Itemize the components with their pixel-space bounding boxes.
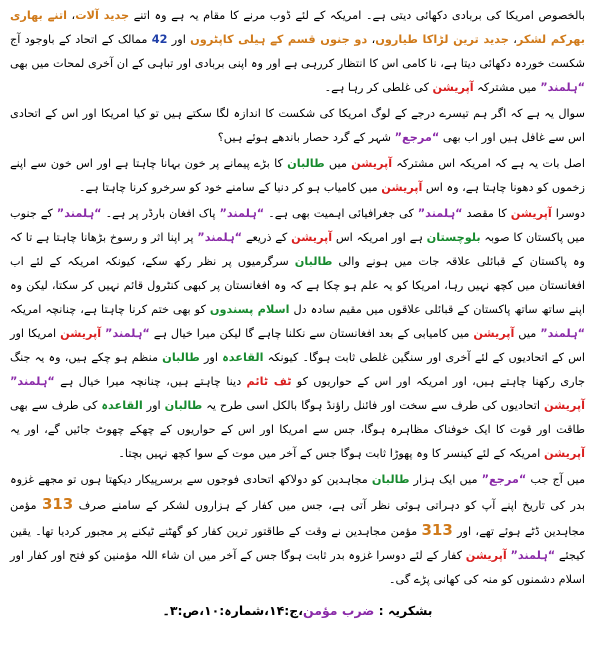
text-run: میں xyxy=(514,327,541,340)
source-credit xyxy=(10,598,585,624)
text-run: اور xyxy=(142,399,165,412)
text-run: پاک افغان بارڈر پر ہے۔ xyxy=(101,207,220,220)
text-run: میں آج جب xyxy=(526,473,585,486)
text-run: میں xyxy=(324,157,352,170)
text-run: امریکا اور اس کے اتحادیوں کے لئے آخری اور سنگین غلطی ثابت ہوگا۔ کیونکہ xyxy=(10,327,585,364)
text-run: کفار کے لئے دوسرا غزوہ بدر ثابت ہوگا جس کے آخر میں ان شاء اللہ مؤمنین کو فتح اور کفار اور اسلام دشمنوں کو منہ کی کھانی پڑے گی۔ xyxy=(10,549,585,586)
highlighted-text: 42 xyxy=(151,33,168,46)
text-run: ، xyxy=(367,33,376,46)
text-run: اور xyxy=(199,351,223,364)
highlighted-text: القاعدہ xyxy=(101,399,143,412)
text-run: کو بھی ختم کرنا چاہتا ہے، چنانچہ امریکہ xyxy=(10,303,210,316)
text-run: میں مشترکہ xyxy=(473,81,541,94)
highlighted-text: “ہلمند” xyxy=(510,549,556,562)
text-run: کی طرف سے بھی طاقت اور قوت کا ایک خوفناک مظاہرہ ہوگا، جس سے امریکا اور اس کے حواریوں کے چھکے چھوٹ جائیں گے، اور یہ xyxy=(10,399,585,436)
highlighted-text: بلوچستان xyxy=(426,231,481,244)
highlighted-text: “مرجع” xyxy=(481,473,527,486)
text-run: سرگرمیوں پر نظر رکھ سکے، کیونکہ امریکہ کے لئے اب افغانستان میں کچھ نہیں رہا، امریکا کو یہ علم ہو چکا ہے کہ وہ افغانستان پر کبھی کنٹرول قائم نہیں کر سکتا، لیکن وہ اپنے ساتھ ساتھ پاکستان کے قبائلی علاقوں میں مقیم سادہ دل xyxy=(10,255,586,316)
credit-label: بشکریہ : xyxy=(378,603,433,618)
text-run: میں کامیابی کے بعد افغانستان سے نکلنا چاہے گا لیکن میرا خیال ہے xyxy=(149,327,474,340)
text-run: کا مقصد xyxy=(462,207,511,220)
text-run: کے جنوب میں پاکستان کا صوبہ xyxy=(10,207,585,244)
highlighted-text: القاعدہ xyxy=(222,351,264,364)
text-run: امریکہ کے لئے کینسر کا وہ پھوڑا ثابت ہوگا جس کے آخر میں موت کے سوا کچھ نہیں بچتا۔ xyxy=(118,447,544,460)
text-run: دوسرا xyxy=(551,207,586,220)
highlighted-text: “مرجع” xyxy=(394,131,440,144)
highlighted-text: آپریشن xyxy=(543,447,585,460)
highlighted-text: 313 xyxy=(421,521,453,539)
highlighted-text: “ہلمند” xyxy=(197,231,243,244)
highlighted-text: ٹف ٹائم xyxy=(246,375,292,388)
highlighted-text: آپریشن xyxy=(381,181,423,194)
paragraph xyxy=(10,4,585,100)
text-run: پر اپنا اثر و رسوخ بڑھانا چاہتا ہے تا کہ وہ پاکستان کے قبائلی علاقہ جات میں ہونے والی xyxy=(10,231,585,268)
text-run: میں کامیاب ہو کر دنیا کے سامنے خود کو سرخرو کرنا چاہتا ہے۔ xyxy=(78,181,382,194)
paragraph xyxy=(10,468,585,592)
highlighted-text: اتنے بھاری بھرکم لشکر xyxy=(10,9,585,46)
highlighted-text: “ہلمند” xyxy=(10,375,55,388)
text-run: اور xyxy=(167,33,191,46)
highlighted-text: “ہلمند” xyxy=(56,207,102,220)
text-run: اصل بات یہ ہے کہ امریکہ اس مشترکہ xyxy=(392,157,585,170)
highlighted-text: آپریشن xyxy=(60,327,102,340)
highlighted-text: طالبان xyxy=(371,473,410,486)
text-run: اتحادیوں کی طرف سے سخت اور فائنل راؤنڈ ہوگا بالکل اسی طرح یہ xyxy=(202,399,544,412)
text-run: کے ذریعے xyxy=(242,231,292,244)
highlighted-text: آپریشن xyxy=(465,549,507,562)
highlighted-text: آپریشن xyxy=(543,399,585,412)
credit-issue: ،ج:۱۴،شمارہ:۱۰،ص:۳۔ xyxy=(162,603,303,618)
text-run: مؤمن مجاہدین ڈٹے ہوئے تھے، اور xyxy=(10,499,585,538)
text-run: ممالک کے اتحاد کے باوجود آج شکست خوردہ دکھائی دیتا ہے، نا کامی اس کا انتظار کررہی ہے اور وہ اپنی بربادی اور تباہی کے ان آخری لمحات میں بھی xyxy=(10,33,585,70)
text-run: شہر کے گرد حصار باندھے ہوئے ہیں؟ xyxy=(217,131,395,144)
highlighted-text: طالبان xyxy=(164,399,203,412)
highlighted-text: “ہلمند” xyxy=(219,207,265,220)
text-run: کی غلطی کر رہا ہے۔ xyxy=(324,81,433,94)
article-body xyxy=(10,4,585,592)
highlighted-text: 313 xyxy=(41,495,74,513)
highlighted-text: اسلام پسندوں xyxy=(209,303,290,316)
highlighted-text: دو جنوں قسم کے xyxy=(265,33,368,46)
text-run: مؤمن مجاہدین نے وقت کے طاقتور ترین کفار کو گھٹنے ٹیکنے پر مجبور کردیا تھا۔ یقین کیجئے xyxy=(10,525,586,562)
text-run: سوال یہ ہے کہ اگر ہم تیسرے درجے کے لوگ امریکا کی شکست کا اندازہ لگا سکتے ہیں تو کیا امریکا اور اس کے اتحادی اس سے غافل ہیں اور اب بھی xyxy=(10,107,585,144)
paragraph xyxy=(10,202,585,466)
highlighted-text: جدید ترین لڑاکا طیاروں xyxy=(375,33,509,46)
paragraph xyxy=(10,102,585,150)
text-run: ہے اور امریکہ اس xyxy=(332,231,427,244)
highlighted-text: “ہلمند” xyxy=(540,81,585,94)
credit-source: ضرب مؤمن xyxy=(302,603,375,618)
text-run: کی جغرافیائی اہمیت بھی ہے۔ xyxy=(264,207,418,220)
highlighted-text: ہیلی کاپٹروں xyxy=(190,33,266,46)
text-run: ، xyxy=(67,9,76,22)
highlighted-text: طالبان xyxy=(294,255,333,268)
text-run: کا بڑے پیمانے پر خون بہانا چاہتا ہے اور اس خون سے اپنے زخموں کو دھونا چاہتا ہے، وہ اس xyxy=(10,157,585,194)
text-run: منظم ہو چکے ہیں، وہ یہ جنگ جاری رکھنا چاہتے ہیں، اور امریکہ اور اس کے حواریوں کو xyxy=(10,351,585,388)
paragraph xyxy=(10,152,585,200)
highlighted-text: طالبان xyxy=(287,157,325,170)
highlighted-text: آپریشن xyxy=(510,207,552,220)
highlighted-text: آپریشن xyxy=(473,327,515,340)
text-run: مجاہدین کو دولاکھ اتحادی فوجوں سے برسرپیکار دیکھتا ہوں تو مجھے غزوہ بدر کی تاریخ اپنے آپ کو دہراتی ہوئی نظر آتی ہے، جس میں کفار کے ہزاروں لشکر کے سامنے صرف xyxy=(10,473,585,512)
highlighted-text: “ہلمند” xyxy=(417,207,463,220)
text-run: میں ایک ہزار xyxy=(409,473,482,486)
highlighted-text: “ہلمند” xyxy=(540,327,586,340)
text-run: دینا چاہتے ہیں، چنانچہ میرا خیال ہے xyxy=(54,375,247,388)
highlighted-text: آپریشن xyxy=(432,81,474,94)
highlighted-text: جدید آلات xyxy=(75,9,130,22)
highlighted-text: “ہلمند” xyxy=(105,327,150,340)
text-run: ، xyxy=(508,33,517,46)
text-run: بالخصوص امریکا کی بربادی دکھائی دیتی ہے۔ امریکہ کے لئے ڈوب مرنے کا مقام یہ ہے وہ اتنے xyxy=(129,9,585,22)
highlighted-text: آپریشن xyxy=(351,157,393,170)
highlighted-text: آپریشن xyxy=(291,231,333,244)
highlighted-text: طالبان xyxy=(162,351,200,364)
